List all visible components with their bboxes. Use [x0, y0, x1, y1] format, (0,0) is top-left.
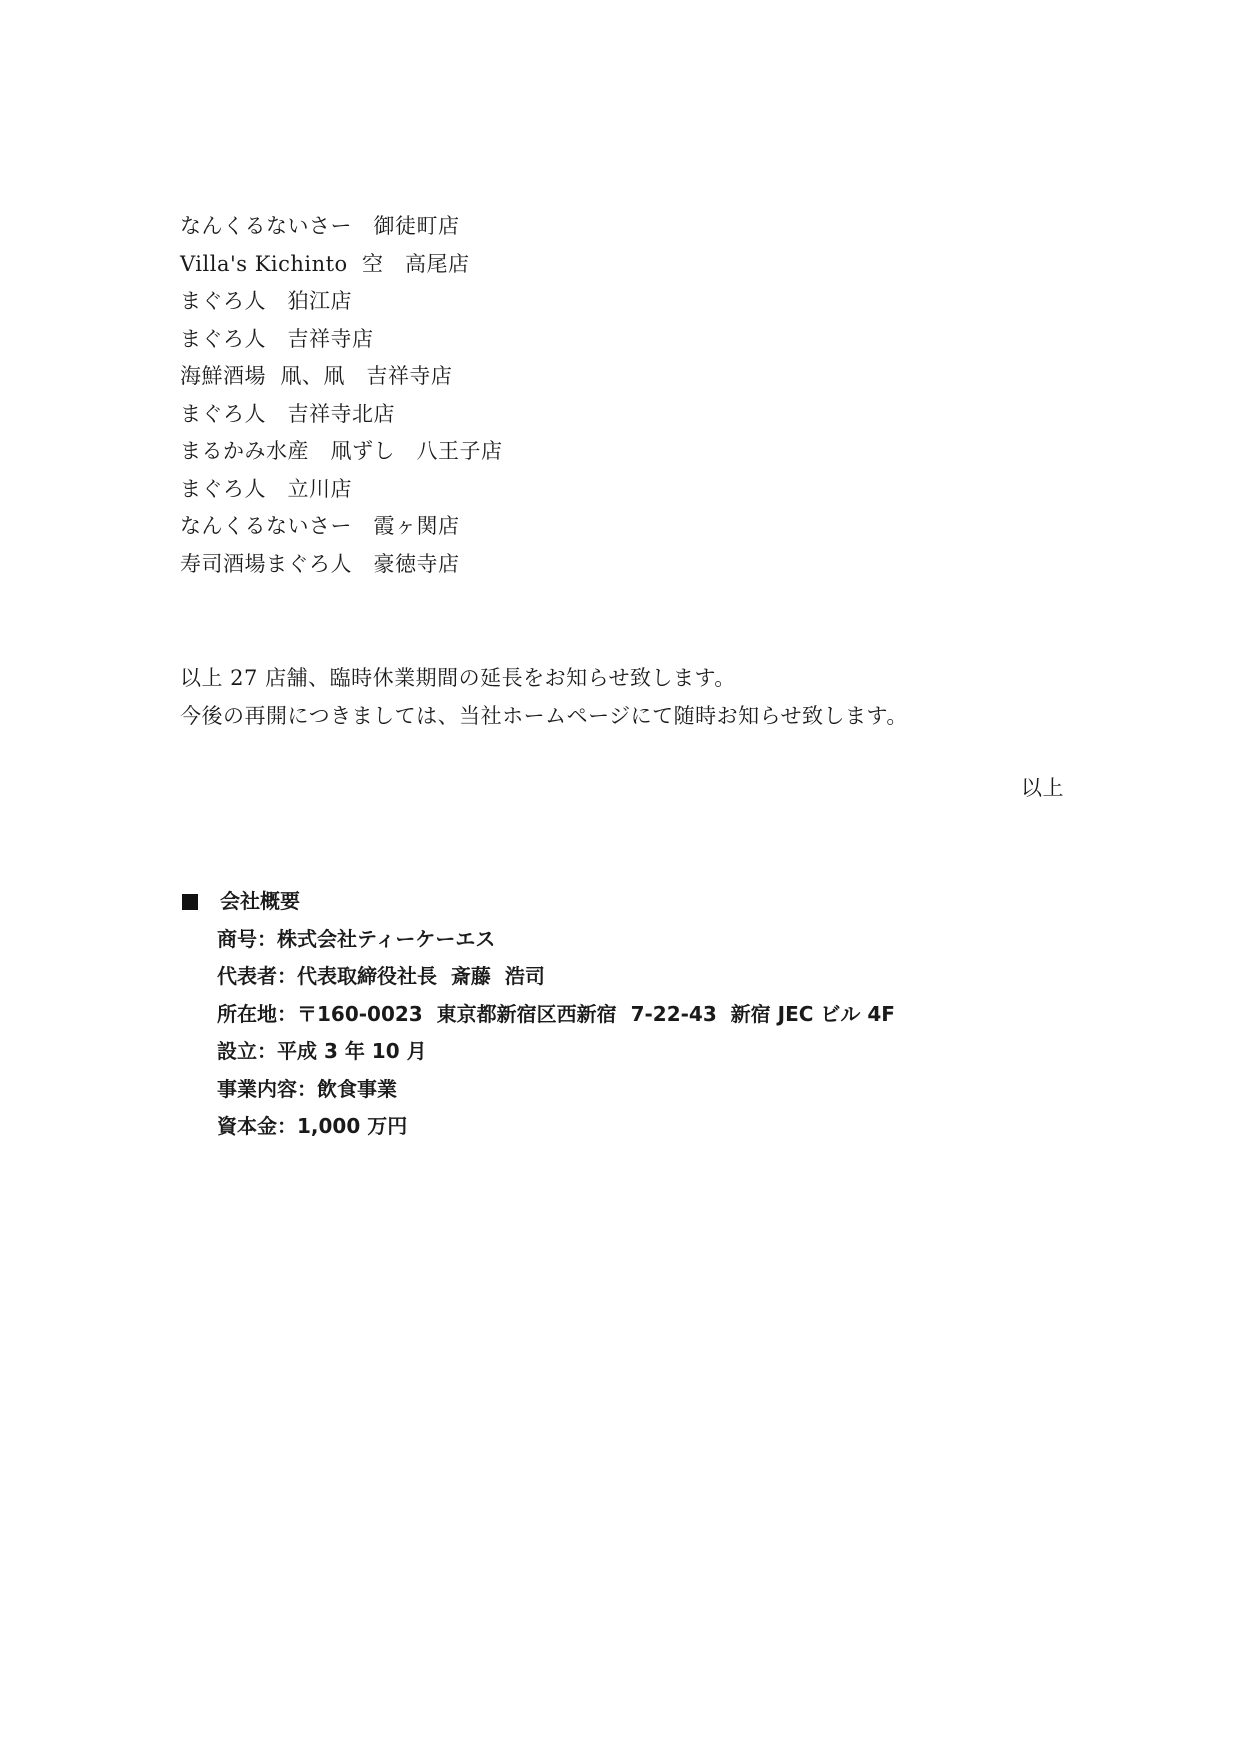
- store-item: まぐろ人 狛江店: [180, 289, 352, 313]
- company-overview: [180, 883, 895, 1146]
- company-overview-heading: [180, 883, 895, 921]
- store-item: なんくるないさー 霞ヶ関店: [180, 514, 460, 538]
- company-address: 所在地：〒160-0023 東京都新宿区西新宿 7-22-43 新宿 JEC ビル 4F: [217, 1001, 895, 1026]
- store-item: まぐろ人 吉祥寺店: [180, 326, 374, 351]
- notice-line-reopening: 今後の再開につきましては、当社ホームページにて随時お知らせ致します。: [180, 703, 908, 728]
- company-capital: 資本金：1,000 万円: [217, 1114, 408, 1138]
- company-overview-title: 会社概要: [220, 889, 300, 913]
- notice-line-closure: 以上 27 店舗、臨時休業期間の延長をお知らせ致します。: [180, 666, 736, 690]
- black-square-icon: [182, 894, 198, 910]
- notice-text: [180, 660, 908, 735]
- company-business: 事業内容：飲食事業: [217, 1076, 397, 1101]
- company-representative: 代表者：代表取締役社長 斎藤 浩司: [217, 964, 545, 988]
- closing-remark: 以上: [1021, 776, 1064, 800]
- company-details: [180, 921, 895, 1146]
- store-item: なんくるないさー 御徒町店: [180, 214, 460, 238]
- company-trade-name: 商号：株式会社ティーケーエス: [217, 926, 496, 951]
- store-item: 海鮮酒場 凧、凧 吉祥寺店: [180, 364, 453, 388]
- store-item: まるかみ水産 凧ずし 八王子店: [180, 439, 503, 463]
- store-list: [180, 208, 503, 583]
- store-item: まぐろ人 立川店: [180, 476, 352, 501]
- company-established: 設立：平成 3 年 10 月: [217, 1039, 427, 1063]
- store-item: 寿司酒場まぐろ人 豪徳寺店: [180, 551, 460, 576]
- store-item: まぐろ人 吉祥寺北店: [180, 401, 395, 426]
- store-item: Villa's Kichinto 空 高尾店: [180, 251, 470, 276]
